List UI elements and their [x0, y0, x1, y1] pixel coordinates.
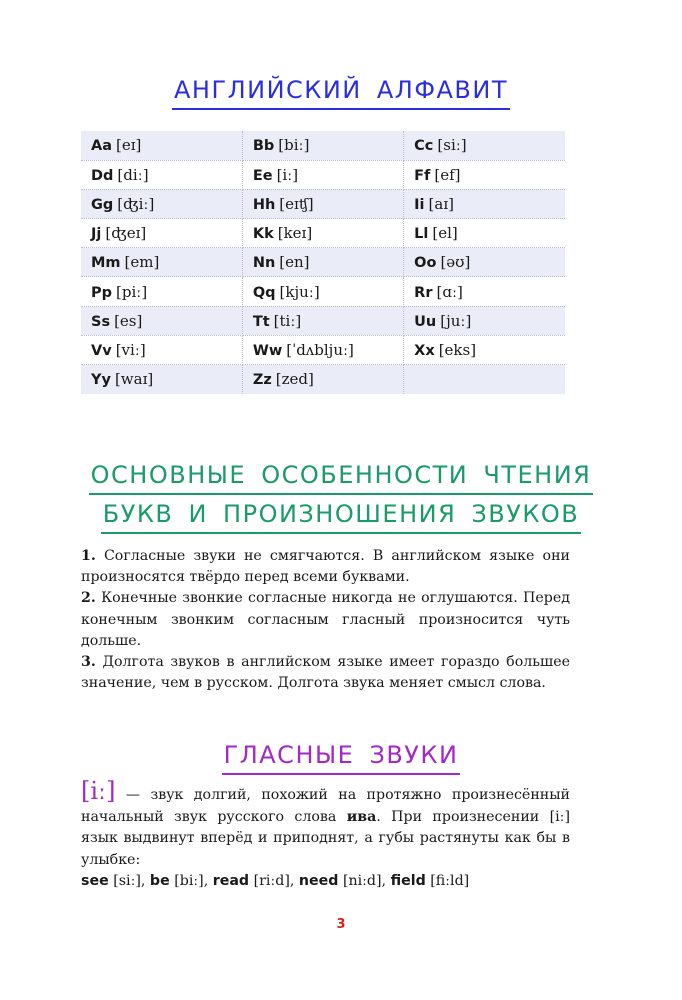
letter: Kk — [252, 226, 274, 243]
letter: Mm — [91, 255, 121, 272]
letter-sound: [eks] — [438, 340, 477, 359]
vowel-description: [iː] — звук долгий, похожий на протяжно произнесённый начальный звук русского слова ива. При произнесении [iː] язык выдвинут вперёд и приподнят, а губы растянуты как бы в улыбке: — [81, 777, 570, 868]
key-word: ива — [346, 808, 377, 825]
alphabet-row — [81, 277, 565, 306]
letter: Ww — [252, 342, 283, 359]
alphabet-row — [81, 365, 565, 394]
letter: Aa — [91, 138, 113, 155]
alphabet-cell — [242, 277, 403, 306]
letter-sound: [kjuː] — [279, 282, 320, 301]
letter-sound: [em] — [124, 253, 160, 272]
alphabet-row — [81, 306, 565, 335]
reading-title-line2: БУКВ И ПРОИЗНОШЕНИЯ ЗВУКОВ — [0, 500, 682, 534]
rule-item: 1. Согласные звуки не смягчаются. В английском языке они произносятся твёрдо перед всеми буквами. — [81, 548, 570, 586]
alphabet-cell — [242, 335, 403, 364]
alphabet-cell — [242, 219, 403, 248]
letter-sound: [tiː] — [273, 311, 302, 330]
alphabet-cell — [404, 160, 565, 189]
example-word: see — [81, 873, 109, 889]
letter-sound: [el] — [432, 224, 458, 243]
letter-sound: [zed] — [275, 370, 314, 389]
example-transcription: [fiːld] — [430, 873, 470, 889]
letter-sound: [eɪ] — [116, 136, 142, 155]
alphabet-cell — [81, 219, 242, 248]
alphabet-title: АНГЛИЙСКИЙ АЛФАВИТ — [0, 76, 682, 110]
alphabet-cell — [404, 189, 565, 218]
example-word: be — [149, 873, 170, 889]
alphabet-row — [81, 335, 565, 364]
letter-sound: [waɪ] — [114, 370, 154, 389]
letter: Jj — [91, 226, 102, 243]
alphabet-row — [81, 131, 565, 160]
letter-sound: [diː] — [117, 165, 149, 184]
example-word: read — [212, 873, 250, 889]
letter: Vv — [91, 342, 112, 359]
letter-sound: [biː] — [278, 136, 310, 155]
example-word: need — [298, 873, 339, 889]
alphabet-cell — [81, 335, 242, 364]
letter-sound: [ˈdʌbljuː] — [286, 340, 354, 359]
letter: Dd — [91, 167, 114, 184]
letter-sound: [ef] — [434, 165, 461, 184]
alphabet-cell — [242, 189, 403, 218]
letter: Bb — [252, 138, 275, 155]
vowel-symbol: [iː] — [81, 777, 116, 805]
letter: Ee — [252, 167, 273, 184]
letter-sound: [viː] — [115, 340, 146, 359]
alphabet-cell — [404, 248, 565, 277]
alphabet-row — [81, 189, 565, 218]
letter: Hh — [252, 196, 276, 213]
letter: Uu — [414, 313, 437, 330]
letter: Qq — [252, 284, 276, 301]
alphabet-cell — [242, 306, 403, 335]
letter-sound: [juː] — [440, 311, 472, 330]
alphabet-cell — [81, 131, 242, 160]
letter-sound: [es] — [114, 311, 143, 330]
letter-sound: [siː] — [437, 136, 467, 155]
rule-item: 2. Конечные звонкие согласные никогда не оглушаются. Перед конечным звонким согласным гласный произносится чуть дольше. — [81, 590, 570, 649]
letter: Zz — [252, 372, 272, 389]
alphabet-table — [81, 131, 565, 394]
letter: Ii — [414, 196, 425, 213]
letter-sound: [ʤiː] — [117, 194, 155, 213]
letter: Xx — [414, 342, 435, 359]
alphabet-row — [81, 219, 565, 248]
page-number: 3 — [336, 917, 346, 932]
alphabet-cell — [404, 277, 565, 306]
alphabet-cell — [81, 365, 242, 394]
letter-sound: [iː] — [276, 165, 299, 184]
alphabet-cell — [81, 189, 242, 218]
alphabet-cell — [404, 306, 565, 335]
alphabet-row — [81, 248, 565, 277]
letter: Yy — [91, 372, 111, 389]
alphabet-cell — [81, 160, 242, 189]
letter: Ss — [91, 313, 111, 330]
letter: Nn — [252, 255, 276, 272]
alphabet-cell — [81, 277, 242, 306]
alphabet-cell — [404, 335, 565, 364]
letter: Gg — [91, 196, 114, 213]
letter-sound: [aɪ] — [428, 194, 454, 213]
letter-sound: [en] — [279, 253, 310, 272]
vowel-entry — [81, 777, 570, 893]
letter-sound: [əʊ] — [440, 253, 471, 272]
letter: Ff — [414, 167, 431, 184]
alphabet-cell — [81, 248, 242, 277]
vowels-title: ГЛАСНЫЕ ЗВУКИ — [0, 741, 682, 775]
letter: Oo — [414, 255, 437, 272]
letter: Rr — [414, 284, 433, 301]
example-transcription: [niːd] — [342, 873, 382, 889]
example-transcription: [riːd] — [253, 873, 290, 889]
example-word: field — [390, 873, 426, 889]
letter-sound: [piː] — [116, 282, 148, 301]
letter: Tt — [252, 313, 270, 330]
letter-sound: [ʤeɪ] — [105, 224, 147, 243]
letter: Ll — [414, 226, 429, 243]
alphabet-cell — [242, 365, 403, 394]
example-transcription: [siː] — [113, 873, 141, 889]
letter-sound: [keɪ] — [277, 224, 313, 243]
reading-rules — [81, 546, 570, 694]
alphabet-cell — [242, 160, 403, 189]
letter-sound: [ɑː] — [436, 282, 463, 301]
reading-title-line1: ОСНОВНЫЕ ОСОБЕННОСТИ ЧТЕНИЯ — [0, 461, 682, 495]
alphabet-cell — [242, 248, 403, 277]
alphabet-cell — [404, 219, 565, 248]
alphabet-cell — [404, 131, 565, 160]
letter: Cc — [414, 138, 434, 155]
letter-sound: [eɪʧ] — [279, 194, 314, 213]
example-transcription: [biː] — [174, 873, 204, 889]
letter: Pp — [91, 284, 113, 301]
alphabet-row — [81, 160, 565, 189]
alphabet-cell — [404, 365, 565, 394]
vowel-examples: see [siː], be [biː], read [riːd], need [niːd], field [fiːld] — [81, 873, 470, 889]
rule-item: 3. Долгота звуков в английском языке имеет гораздо большее значение, чем в русском. Долгота звука меняет смысл слова. — [81, 654, 570, 692]
alphabet-cell — [242, 131, 403, 160]
alphabet-cell — [81, 306, 242, 335]
